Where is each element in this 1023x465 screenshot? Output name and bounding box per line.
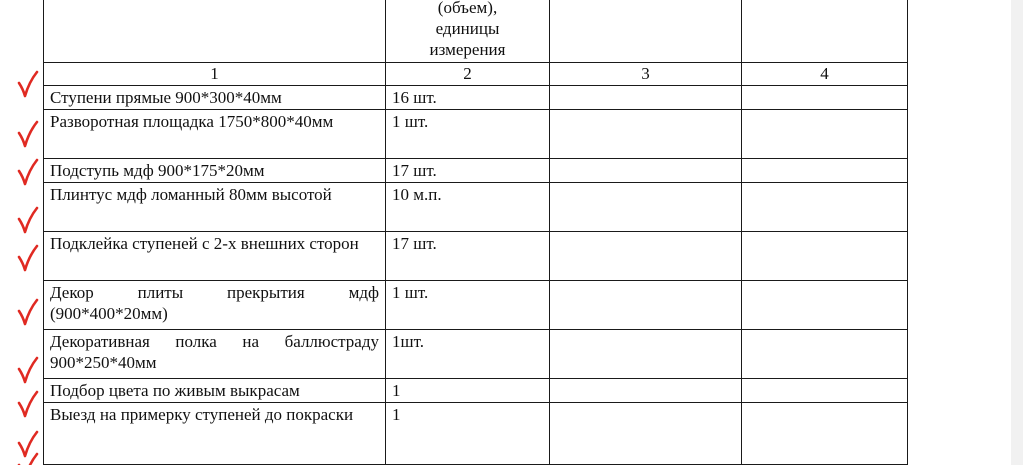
header-cell-3 bbox=[550, 0, 742, 63]
item-name: Подбор цвета по живым выкрасам bbox=[44, 379, 386, 403]
item-quantity: 1 шт. bbox=[386, 110, 550, 159]
header-cell-4 bbox=[742, 0, 908, 63]
empty-cell bbox=[742, 159, 908, 183]
empty-cell bbox=[550, 330, 742, 379]
empty-cell bbox=[742, 281, 908, 330]
item-quantity: 10 м.п. bbox=[386, 183, 550, 232]
column-number-2: 2 bbox=[386, 63, 550, 86]
table-row bbox=[44, 379, 908, 403]
column-number-3: 3 bbox=[550, 63, 742, 86]
check-mark-icon bbox=[19, 392, 37, 416]
empty-cell bbox=[550, 281, 742, 330]
page-edge-strip bbox=[1011, 0, 1023, 465]
empty-cell bbox=[550, 110, 742, 159]
check-mark-icon bbox=[19, 358, 37, 382]
check-mark-icon bbox=[19, 72, 37, 96]
header-col2-line-2: единицы bbox=[435, 19, 500, 38]
table-header-row bbox=[44, 0, 908, 63]
empty-cell bbox=[550, 86, 742, 110]
table-row bbox=[44, 159, 908, 183]
table-row bbox=[44, 183, 908, 232]
empty-cell bbox=[550, 403, 742, 465]
table-row bbox=[44, 403, 908, 465]
empty-cell bbox=[550, 159, 742, 183]
specification-table bbox=[43, 0, 908, 465]
check-marks-svg bbox=[0, 0, 44, 465]
item-quantity: 17 шт. bbox=[386, 159, 550, 183]
table-row bbox=[44, 110, 908, 159]
item-quantity: 17 шт. bbox=[386, 232, 550, 281]
check-mark-icon bbox=[19, 246, 37, 270]
item-name: Декоративная полка на баллюстраду 900*250*40мм bbox=[44, 330, 386, 379]
item-name: Плинтус мдф ломанный 80мм высотой bbox=[44, 183, 386, 232]
table-row bbox=[44, 86, 908, 110]
column-number-1: 1 bbox=[44, 63, 386, 86]
check-mark-icon bbox=[19, 300, 37, 324]
empty-cell bbox=[742, 379, 908, 403]
header-col2-line-3: измерения bbox=[429, 40, 506, 59]
column-number-4: 4 bbox=[742, 63, 908, 86]
item-name: Разворотная площадка 1750*800*40мм bbox=[44, 110, 386, 159]
empty-cell bbox=[742, 330, 908, 379]
empty-cell bbox=[742, 403, 908, 465]
item-quantity: 1 bbox=[386, 379, 550, 403]
item-name: Выезд на примерку ступеней до покраски bbox=[44, 403, 386, 465]
check-mark-icon bbox=[19, 454, 37, 465]
empty-cell bbox=[742, 183, 908, 232]
check-mark-icon bbox=[19, 208, 37, 232]
table-row bbox=[44, 281, 908, 330]
empty-cell bbox=[550, 183, 742, 232]
item-name: Подступь мдф 900*175*20мм bbox=[44, 159, 386, 183]
item-quantity: 1 шт. bbox=[386, 281, 550, 330]
item-name: Ступени прямые 900*300*40мм bbox=[44, 86, 386, 110]
empty-cell bbox=[550, 379, 742, 403]
empty-cell bbox=[742, 86, 908, 110]
column-number-row bbox=[44, 63, 908, 86]
header-col2-line-1: (объем), bbox=[437, 0, 498, 17]
empty-cell bbox=[550, 232, 742, 281]
item-quantity: 16 шт. bbox=[386, 86, 550, 110]
check-marks-column bbox=[0, 0, 44, 465]
check-mark-icon bbox=[19, 122, 37, 146]
table-row bbox=[44, 232, 908, 281]
header-cell-1 bbox=[44, 0, 386, 63]
empty-cell bbox=[742, 232, 908, 281]
header-cell-2 bbox=[386, 0, 550, 63]
empty-cell bbox=[742, 110, 908, 159]
check-mark-icon bbox=[19, 432, 37, 456]
item-name: Подклейка ступеней с 2-х внешних сторон bbox=[44, 232, 386, 281]
item-quantity: 1шт. bbox=[386, 330, 550, 379]
item-name: Декор плиты прекрытия мдф (900*400*20мм) bbox=[44, 281, 386, 330]
check-mark-icon bbox=[19, 160, 37, 184]
table-row bbox=[44, 330, 908, 379]
item-quantity: 1 bbox=[386, 403, 550, 465]
